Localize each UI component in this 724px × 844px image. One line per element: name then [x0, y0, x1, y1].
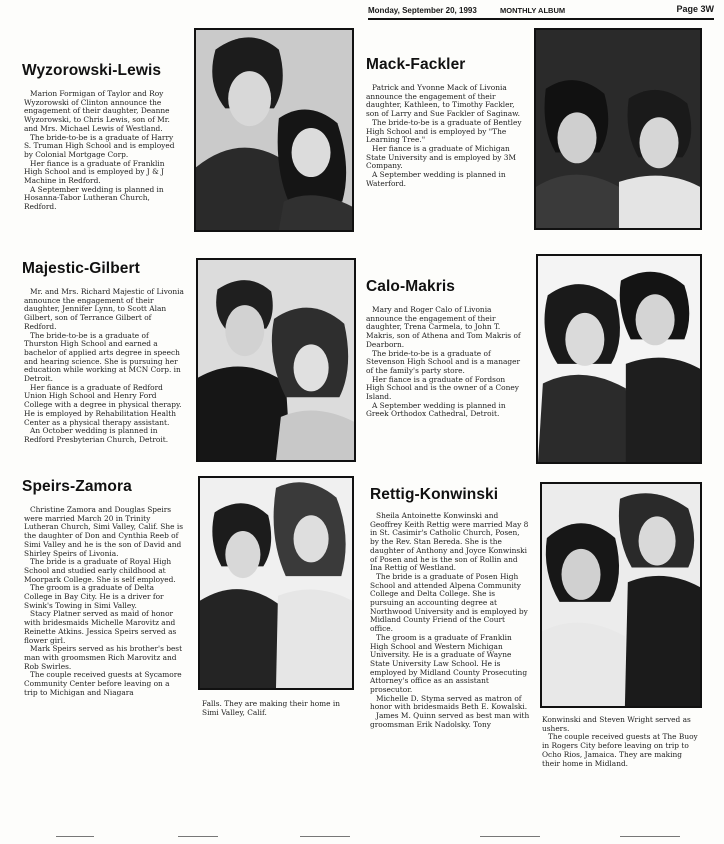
scan-mark: [56, 836, 94, 837]
paragraph: The couple received guests at The Buoy in Rogers City before leaving on trip to Ocho Rios, Jamaica. They are making their home in Midland.: [542, 732, 698, 768]
paragraph: Mark Speirs served as his brother's best man with groomsmen Rich Marovitz and Rob Swirles.: [24, 644, 183, 671]
scan-mark: [300, 836, 350, 837]
paragraph: The groom is a graduate of Franklin High School and Western Michigan University. He is a graduate of Wayne State University Law School. He is employed by Midland County Prosecuting Attorney's office as an assistant prosecutor.: [370, 632, 528, 695]
paragraph: The bride-to-be is a graduate of Stevenson High School and is a manager of the family's party store.: [366, 348, 521, 375]
paragraph: The bride is a graduate of Royal High School and studied early childhood at Moorpark College. She is self employed.: [24, 557, 176, 584]
article-speirs-zamora: [22, 478, 182, 496]
paragraph: Her fiance is a graduate of Redford Union High School and Henry Ford College with a degree in physical therapy. He is employed by Rehabilitation Health Center as a physical therapy assistant.: [24, 382, 182, 427]
scan-mark: [480, 836, 540, 837]
couple-photo-image: [196, 30, 352, 230]
page-number: Page 3W: [676, 4, 714, 14]
paragraph: Patrick and Yvonne Mack of Livonia announce the engagement of their daughter, Kathleen, to Timothy Fackler, son of Larry and Sue Fackler of Saginaw.: [366, 83, 520, 119]
article-calo-makris: [366, 278, 526, 296]
couple-photo: [196, 258, 356, 462]
issue-date: Monday, September 20, 1993: [368, 6, 477, 15]
article-mack-fackler: [366, 56, 526, 74]
paragraph: The groom is a graduate of Delta College in Bay City. He is a driver for Swink's Towing in Simi Valley.: [24, 583, 164, 610]
headline: Mack-Fackler: [366, 56, 466, 73]
paragraph: A September wedding is planned in Waterford.: [366, 170, 506, 188]
article-rettig-konwinski: [370, 486, 536, 504]
paragraph: Marion Formigan of Taylor and Roy Wyzorowski of Clinton announce the engagement of their daughter, Deanne Wyzorowski, to Chris Lewis, son of Mr. and Mrs. Michael Lewis of Westland.: [24, 89, 170, 133]
scan-mark: [620, 836, 680, 837]
article-body: [24, 90, 182, 212]
paragraph: Her fiance is a graduate of Fordson High School and is the owner of a Coney Island.: [366, 374, 519, 402]
paragraph: Konwinski and Steven Wright served as ushers.: [542, 715, 691, 733]
paragraph: James M. Quinn served as best man with groomsman Erik Nadolsky. Tony: [370, 711, 530, 729]
headline: Majestic-Gilbert: [22, 260, 140, 277]
scan-mark: [178, 836, 218, 837]
article-body: [24, 506, 184, 697]
paragraph: Michelle D. Styma served as matron of honor with bridesmaids Beth E. Kowalski.: [370, 693, 528, 712]
paragraph: The bride is a graduate of Posen High School and attended Alpena Community College and Delta College. She is pursuing an accounting degree at Northwood University and is employed by Midland County Friend of the Court office.: [370, 571, 528, 634]
paragraph: Mr. and Mrs. Richard Majestic of Livonia announce the engagement of their daughter, Jennifer Lynn, to Scott Alan Gilbert, son of Terrance Gilbert of Redford.: [24, 287, 184, 331]
couple-photo: [540, 482, 702, 708]
paragraph: Her fiance is a graduate of Franklin High School and is employed by J & J Machine in Redford.: [24, 158, 165, 186]
paragraph: Her fiance is a graduate of Michigan State University and is employed by 3M Company.: [366, 143, 517, 171]
page-header: [368, 4, 714, 20]
headline: Calo-Makris: [366, 278, 455, 295]
couple-photo: [536, 254, 702, 464]
couple-photo-image: [198, 260, 354, 460]
article-wyzorowski-lewis: [22, 62, 182, 80]
paragraph: The couple received guests at Sycamore Community Center before leaving on a trip to Michigan and Niagara: [24, 670, 182, 697]
paragraph: A September wedding is planned in Hosanna-Tabor Lutheran Church, Redford.: [24, 184, 164, 212]
article-majestic-gilbert: [22, 260, 182, 278]
paragraph: Stacy Platner served as maid of honor with bridesmaids Michelle Marovitz and Reinette Atkins. Jessica Speirs served as flower girl.: [24, 609, 177, 645]
continuation-text: [542, 716, 702, 768]
paragraph: Mary and Roger Calo of Livonia announce the engagement of their daughter, Trena Carmela, to John T. Makris, son of Athena and Tom Makris of Dearborn.: [366, 305, 521, 349]
headline: Rettig-Konwinski: [370, 486, 499, 503]
continuation-caption: Falls. They are making their home in Simi Valley, Calif.: [202, 699, 341, 717]
couple-photo: [198, 476, 354, 690]
article-body: [24, 288, 184, 445]
couple-photo: [534, 28, 702, 230]
paragraph: Sheila Antoinette Konwinski and Geoffrey Keith Rettig were married May 8 in St. Casimir's Catholic Church, Posen, by the Rev. Stan Bereda. She is the daughter of Anthony and Joyce Konwinski of Posen and he is the son of Rollin and Ina Rettig of Westland.: [370, 511, 529, 573]
section-name: MONTHLY ALBUM: [500, 6, 566, 15]
paragraph: An October wedding is planned in Redford Presbyterian Church, Detroit.: [24, 426, 169, 444]
paragraph: The bride-to-be is a graduate of Harry S. Truman High School and is employed by Colonial Mortgage Corp.: [24, 132, 175, 159]
headline: Speirs-Zamora: [22, 478, 132, 495]
couple-photo-image: [542, 484, 700, 706]
headline: Wyzorowski-Lewis: [22, 62, 162, 79]
paragraph: The bride-to-be is a graduate of Bentley High School and is employed by "The Learning Tree.": [366, 117, 522, 145]
couple-photo-image: [536, 30, 700, 228]
paragraph: A September wedding is planned in Greek Orthodox Cathedral, Detroit.: [366, 400, 506, 419]
article-body: [370, 512, 530, 730]
couple-photo-image: [538, 256, 700, 462]
paragraph: Christine Zamora and Douglas Speirs were married March 20 in Trinity Lutheran Church, Simi Valley, Calif. She is the daughter of Don and Cynthia Reeb of Simi Valley and he is the son of David and Shirley Speirs of Livonia.: [24, 505, 183, 558]
paragraph: The bride-to-be is a graduate of Thurston High School and earned a bachelor of applied arts degree in speech and hearing science. She is pursuing her education while working at MCN Corp. in Detroit.: [24, 330, 181, 384]
article-body: [366, 306, 524, 419]
article-body: [366, 84, 524, 188]
couple-photo: [194, 28, 354, 232]
couple-photo-image: [200, 478, 352, 688]
